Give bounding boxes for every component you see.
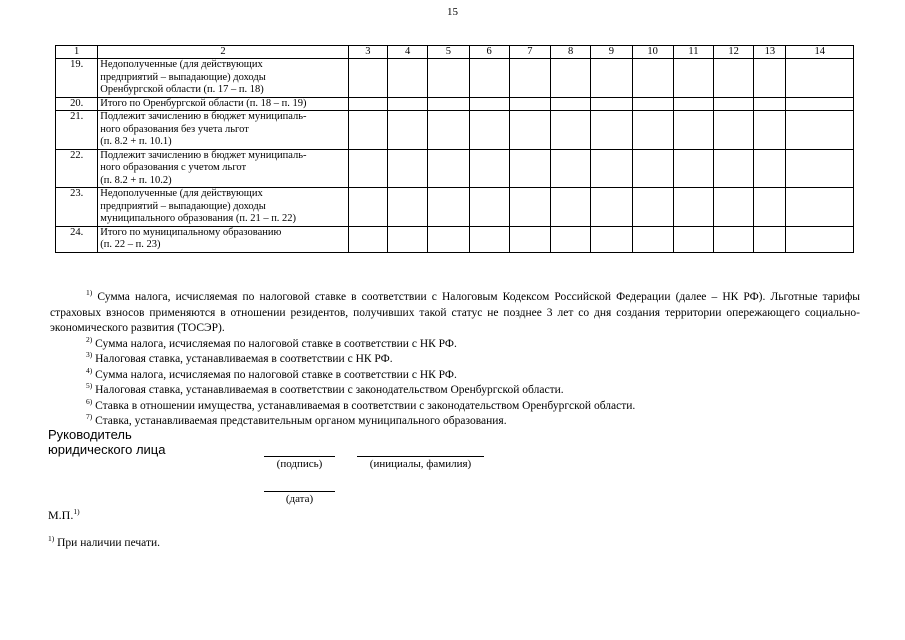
value-cell [348,97,387,111]
description-line: предприятий – выпадающие) доходы [100,200,266,212]
date-line [264,491,335,492]
column-header: 8 [551,46,591,59]
row-number: 24. [56,226,98,252]
note-text: Сумма налога, исчисляемая по налоговой ставке в соответствии с Налоговым Кодексом Российской Федерации (далее – НК РФ). Льготные тарифы страховых взносов применяются в отношении резидентов, получивших такой статус не позднее 3 лет со дня создания территории опережающего социально-экономического развития (ТОСЭР). [50,291,860,334]
table-row [56,59,854,98]
description-line: Оренбургской области (п. 17 – п. 18) [100,84,264,95]
description-line: ного образования без учета льгот [100,123,249,135]
column-header: 12 [714,46,754,59]
note-item [50,383,860,399]
note-marker: 3) [86,350,93,360]
row-number: 20. [56,97,98,111]
value-cell [551,149,591,188]
signer-title-line2: юридического лица [48,442,166,457]
value-cell [632,149,673,188]
note-item [50,365,860,384]
description-line: Итого по Оренбургской области (п. 18 – п. 19) [100,97,307,109]
description-line: ного образования с учетом льгот [100,162,247,173]
column-header: 5 [428,46,469,59]
description-line: Подлежит зачислению в бюджет муниципаль- [100,111,307,122]
value-cell [754,111,786,150]
table-row [56,149,854,188]
column-header: 14 [786,46,854,59]
value-cell [632,226,673,252]
row-number: 22. [56,149,98,188]
value-cell [388,97,428,111]
name-caption: (инициалы, фамилия) [369,458,472,470]
description-line: предприятий – выпадающие) доходы [100,71,266,83]
value-cell [786,59,854,98]
value-cell [388,226,428,252]
value-cell [754,226,786,252]
note-marker: 1) [86,288,93,298]
row-description [98,188,349,227]
value-cell [388,149,428,188]
value-cell [673,97,713,111]
table-header-row [56,46,854,59]
note-marker: 4) [86,365,93,375]
description-line: Недополученные (для действующих [100,188,263,199]
value-cell [428,97,469,111]
value-cell [551,59,591,98]
note-item [50,352,860,368]
value-cell [591,59,632,98]
value-cell [469,97,509,111]
description-line: (п. 8.2 + п. 10.2) [100,174,172,186]
footnote: $^{1)}$ При наличии печати. [48,534,161,549]
value-cell [348,226,387,252]
value-cell [632,97,673,111]
value-cell [714,97,754,111]
description-line: муниципального образования (п. 21 – п. 22) [100,213,297,224]
value-cell [673,111,713,150]
value-cell [786,111,854,150]
column-header: 3 [348,46,387,59]
note-text: Налоговая ставка, устанавливаемая в соответствии с законодательством Оренбургской области. [95,384,564,396]
value-cell [428,188,469,227]
value-cell [551,97,591,111]
value-cell [348,149,387,188]
note-marker: 5) [86,381,93,391]
value-cell [673,226,713,252]
value-cell [591,111,632,150]
table-row [56,97,854,111]
note-text: Налоговая ставка, устанавливаемая в соответствии с НК РФ. [95,353,393,365]
signer-title-line1: Руководитель [48,427,132,442]
value-cell [754,97,786,111]
description-line: Итого по муниципальному образованию [100,226,282,238]
value-cell [469,111,509,150]
note-item [50,396,860,415]
value-cell [786,188,854,227]
note-item [50,414,860,430]
note-item [50,290,860,337]
note-marker: 6) [86,396,93,406]
value-cell [509,149,550,188]
value-cell [591,226,632,252]
row-number: 21. [56,111,98,150]
value-cell [632,188,673,227]
column-header: 1 [56,46,98,59]
description-line: Подлежит зачислению в бюджет муниципаль- [100,149,307,161]
value-cell [591,97,632,111]
value-cell [786,226,854,252]
note-text: Ставка, устанавливаемая представительным органом муниципального образования. [95,415,507,427]
note-text: Сумма налога, исчисляемая по налоговой ставке в соответствии с НК РФ. [95,368,457,381]
value-cell [469,226,509,252]
value-cell [551,111,591,150]
row-description [98,59,349,98]
table-row [56,111,854,150]
value-cell [551,188,591,227]
value-cell [428,111,469,150]
description-line: (п. 8.2 + п. 10.1) [100,136,172,147]
value-cell [509,188,550,227]
note-marker: 2) [86,334,93,344]
stamp-label: М.П.$^{1)}$ [48,507,80,522]
column-header: 9 [591,46,632,59]
value-cell [388,188,428,227]
row-number: 19. [56,59,98,98]
value-cell [673,59,713,98]
report-table [55,45,854,253]
signature-line [264,456,335,457]
table-row [56,226,854,252]
value-cell [509,97,550,111]
value-cell [509,59,550,98]
value-cell [673,188,713,227]
row-description [98,111,349,150]
value-cell [469,188,509,227]
value-cell [754,188,786,227]
value-cell [388,59,428,98]
column-header: 4 [388,46,428,59]
value-cell [754,149,786,188]
value-cell [714,59,754,98]
value-cell [348,188,387,227]
table-row [56,188,854,227]
row-number: 23. [56,188,98,227]
value-cell [714,149,754,188]
value-cell [348,59,387,98]
value-cell [714,111,754,150]
value-cell [714,188,754,227]
value-cell [428,149,469,188]
value-cell [388,111,428,150]
name-line [357,456,484,457]
column-header: 13 [754,46,786,59]
value-cell [673,149,713,188]
column-header: 7 [509,46,550,59]
value-cell [632,59,673,98]
note-item [50,334,860,353]
value-cell [428,59,469,98]
value-cell [632,111,673,150]
value-cell [754,59,786,98]
value-cell [551,226,591,252]
row-description [98,226,349,252]
row-description [98,149,349,188]
page-number: 15 [447,6,458,18]
signature-caption: (подпись) [276,458,323,470]
value-cell [591,188,632,227]
column-header: 2 [98,46,349,59]
note-text: Ставка в отношении имущества, устанавливаемая в соответствии с законодательством Оренбургской области. [95,399,636,412]
value-cell [714,226,754,252]
value-cell [469,149,509,188]
note-text: Сумма налога, исчисляемая по налоговой ставке в соответствии с НК РФ. [95,337,457,350]
description-line: Недополученные (для действующих [100,59,263,70]
date-caption: (дата) [285,493,314,505]
value-cell [509,226,550,252]
value-cell [428,226,469,252]
value-cell [591,149,632,188]
note-marker: 7) [86,412,93,422]
value-cell [469,59,509,98]
description-line: (п. 22 – п. 23) [100,239,161,250]
value-cell [786,149,854,188]
row-description [98,97,349,111]
value-cell [786,97,854,111]
value-cell [509,111,550,150]
column-header: 11 [673,46,713,59]
column-header: 10 [632,46,673,59]
value-cell [348,111,387,150]
notes-section [50,290,860,430]
column-header: 6 [469,46,509,59]
